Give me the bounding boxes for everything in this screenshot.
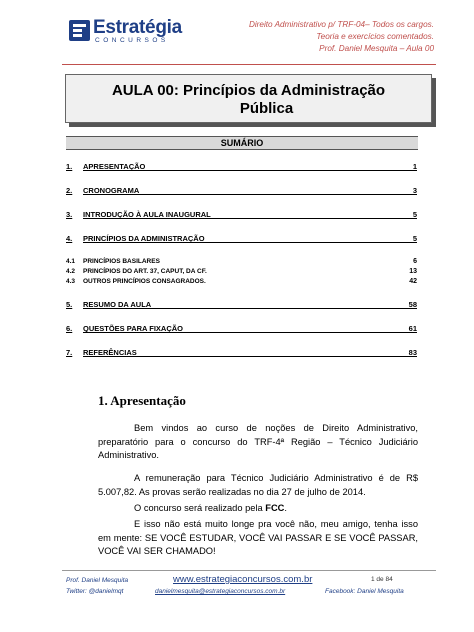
toc-item-number: 2. — [66, 186, 73, 195]
toc-item-page: 5 — [412, 234, 417, 243]
body-bold-text: FCC — [265, 503, 285, 513]
toc-item-number: 6. — [66, 324, 73, 333]
toc-leader-line — [83, 299, 417, 309]
toc-item-page: 83 — [408, 348, 417, 357]
footer-facebook: Facebook: Daniel Mesquita — [325, 588, 404, 595]
toc-leader-line — [83, 233, 417, 243]
footer-professor: Prof. Daniel Mesquita — [66, 577, 129, 584]
toc-link-outros-principios[interactable]: OUTROS PRINCÍPIOS CONSAGRADOS. — [83, 278, 206, 285]
body-text: . — [284, 503, 287, 513]
toc-subitem-number: 4.3 — [66, 278, 76, 285]
toc-link-principios[interactable]: PRINCÍPIOS DA ADMINISTRAÇÃO — [83, 234, 205, 243]
footer-twitter: Twitter: @danielmqt — [66, 588, 124, 595]
toc-item-number: 5. — [66, 300, 73, 309]
toc-item-number: 3. — [66, 210, 73, 219]
toc-leader-line — [83, 161, 417, 171]
lesson-title-box — [65, 74, 432, 123]
body-paragraph — [98, 502, 418, 516]
lesson-title-line-2: Pública — [239, 100, 294, 117]
toc-link-principios-art37[interactable]: PRINCÍPIOS DO ART. 37, CAPUT, DA CF. — [83, 268, 207, 275]
toc-heading: SUMÁRIO — [66, 136, 418, 150]
toc-leader-line — [83, 209, 417, 219]
header-divider — [62, 64, 436, 65]
toc-leader-line — [83, 347, 417, 357]
body-text: O concurso será realizado pela — [134, 503, 266, 513]
toc-link-apresentacao[interactable]: APRESENTAÇÃO — [83, 162, 146, 171]
toc-subitem-page: 13 — [409, 268, 417, 275]
toc-link-cronograma[interactable]: CRONOGRAMA — [83, 186, 140, 195]
logo-subtitle: CONCURSOS — [95, 37, 169, 44]
toc-link-resumo[interactable]: RESUMO DA AULA — [83, 300, 152, 309]
body-paragraph: Bem vindos ao curso de noções de Direito Administrativo, preparatório para o concurso do TRF-4ª Região – Técnico Judiciário Administrativo. — [98, 423, 418, 460]
header-professor-line: Prof. Daniel Mesquita – Aula 00 — [319, 44, 434, 53]
body-paragraph: E isso não está muito longe pra você não, meu amigo, tenha isso em mente: SE VOCÊ ESTUDAR, VOCÊ VAI PASSAR E SE VOCÊ PASSAR, VOCÊ VAI SER CHAMADO! — [98, 519, 418, 556]
toc-subitem-number: 4.2 — [66, 268, 76, 275]
toc-link-questoes[interactable]: QUESTÕES PARA FIXAÇÃO — [83, 324, 184, 333]
footer-page-number: 1 de 84 — [371, 576, 393, 583]
toc-link-principios-basilares[interactable]: PRINCÍPIOS BASILARES — [83, 258, 160, 265]
toc-link-introducao[interactable]: INTRODUÇÃO À AULA INAUGURAL — [83, 210, 211, 219]
footer-website-link[interactable]: www.estrategiaconcursos.com.br — [173, 574, 313, 585]
header-subtitle-line: Teoria e exercícios comentados. — [316, 32, 434, 41]
header-course-line: Direito Administrativo p/ TRF-04– Todos os cargos. — [248, 20, 434, 29]
toc-leader-line — [83, 185, 417, 195]
toc-item-page: 58 — [408, 300, 417, 309]
toc-link-referencias[interactable]: REFERÊNCIAS — [83, 348, 137, 357]
toc-item-page: 1 — [412, 162, 417, 171]
footer-divider — [62, 570, 436, 571]
toc-leader-line — [83, 323, 417, 333]
toc-item-page: 3 — [412, 186, 417, 195]
footer-email-link[interactable]: danielmesquita@estrategiaconcursos.com.br — [155, 588, 286, 595]
logo-name: Estratégia — [93, 17, 182, 38]
logo-mark-icon — [69, 20, 90, 41]
lesson-title-line-1: AULA 00: Princípios da Administração — [111, 82, 386, 99]
toc-item-page: 5 — [412, 210, 417, 219]
section-heading: 1. Apresentação — [98, 393, 186, 408]
body-paragraph: A remuneração para Técnico Judiciário Administrativo é de R$ 5.007,82. As provas serão realizadas no dia 27 de julho de 2014. — [98, 473, 418, 497]
toc-subitem-page: 6 — [413, 258, 417, 265]
toc-item-number: 7. — [66, 348, 73, 357]
toc-subitem-number: 4.1 — [66, 258, 76, 265]
toc-item-number: 4. — [66, 234, 73, 243]
toc-item-page: 61 — [408, 324, 417, 333]
toc-item-number: 1. — [66, 162, 73, 171]
estrategia-logo — [69, 18, 181, 44]
toc-subitem-page: 42 — [409, 278, 417, 285]
